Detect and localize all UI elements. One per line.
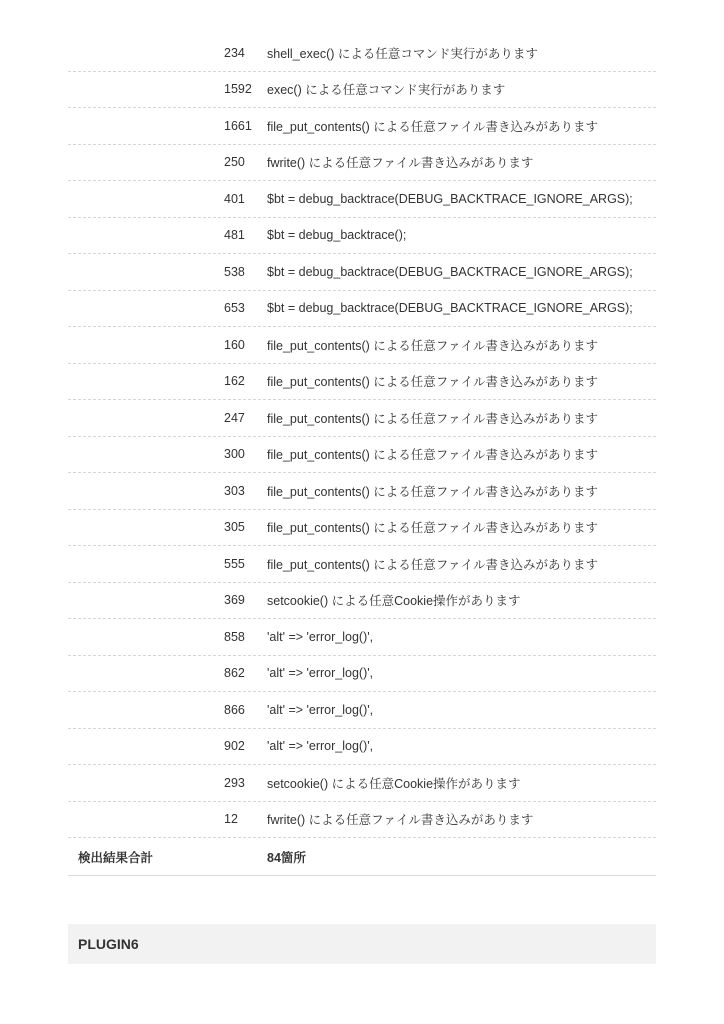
- finding-detail: $bt = debug_backtrace();: [267, 228, 407, 243]
- result-row: [68, 510, 656, 547]
- section-title: PLUGIN6: [78, 936, 139, 952]
- finding-detail: file_put_contents() による任意ファイル書き込みがあります: [267, 484, 599, 499]
- finding-detail: file_put_contents() による任意ファイル書き込みがあります: [267, 448, 599, 463]
- results-table: [68, 35, 656, 876]
- finding-detail: fwrite() による任意ファイル書き込みがあります: [267, 813, 534, 828]
- line-number: 538: [224, 264, 245, 279]
- line-number: 300: [224, 447, 245, 462]
- line-number: 303: [224, 483, 245, 498]
- finding-detail: file_put_contents() による任意ファイル書き込みがあります: [267, 411, 599, 426]
- finding-detail: $bt = debug_backtrace(DEBUG_BACKTRACE_IGNORE_ARGS);: [267, 191, 633, 206]
- line-number: 481: [224, 228, 245, 243]
- result-row: [68, 692, 656, 729]
- total-value: 84箇所: [267, 850, 306, 865]
- finding-detail: setcookie() による任意Cookie操作があります: [267, 776, 521, 791]
- finding-detail: 'alt' => 'error_log()',: [267, 666, 374, 681]
- finding-detail: file_put_contents() による任意ファイル書き込みがあります: [267, 557, 599, 572]
- result-row: [68, 765, 656, 802]
- line-number: 234: [224, 45, 245, 60]
- result-row: [68, 400, 656, 437]
- result-row: [68, 619, 656, 656]
- finding-detail: 'alt' => 'error_log()',: [267, 629, 374, 644]
- result-row: [68, 181, 656, 218]
- line-number: 293: [224, 775, 245, 790]
- section-heading-plugin6: [68, 924, 656, 964]
- line-number: 162: [224, 374, 245, 389]
- finding-detail: exec() による任意コマンド実行があります: [267, 83, 506, 98]
- finding-detail: shell_exec() による任意コマンド実行があります: [267, 46, 538, 61]
- finding-detail: file_put_contents() による任意ファイル書き込みがあります: [267, 521, 599, 536]
- result-row: [68, 583, 656, 620]
- finding-detail: 'alt' => 'error_log()',: [267, 739, 374, 754]
- line-number: 401: [224, 191, 245, 206]
- result-row: [68, 327, 656, 364]
- line-number: 247: [224, 410, 245, 425]
- result-row: [68, 145, 656, 182]
- result-row: [68, 291, 656, 328]
- line-number: 12: [224, 812, 238, 827]
- result-row: [68, 72, 656, 109]
- result-row: [68, 35, 656, 72]
- total-row: [68, 838, 656, 876]
- result-row: [68, 108, 656, 145]
- finding-detail: file_put_contents() による任意ファイル書き込みがあります: [267, 338, 599, 353]
- result-row: [68, 218, 656, 255]
- result-row: [68, 546, 656, 583]
- line-number: 858: [224, 629, 245, 644]
- line-number: 305: [224, 520, 245, 535]
- line-number: 1592: [224, 82, 252, 97]
- result-row: [68, 656, 656, 693]
- line-number: 653: [224, 301, 245, 316]
- finding-detail: fwrite() による任意ファイル書き込みがあります: [267, 156, 534, 171]
- finding-detail: file_put_contents() による任意ファイル書き込みがあります: [267, 119, 599, 134]
- finding-detail: setcookie() による任意Cookie操作があります: [267, 594, 521, 609]
- finding-detail: 'alt' => 'error_log()',: [267, 702, 374, 717]
- line-number: 250: [224, 155, 245, 170]
- finding-detail: $bt = debug_backtrace(DEBUG_BACKTRACE_IGNORE_ARGS);: [267, 264, 633, 279]
- result-row: [68, 729, 656, 766]
- line-number: 862: [224, 666, 245, 681]
- result-row: [68, 437, 656, 474]
- line-number: 902: [224, 739, 245, 754]
- line-number: 160: [224, 337, 245, 352]
- line-number: 866: [224, 702, 245, 717]
- result-row: [68, 473, 656, 510]
- line-number: 369: [224, 593, 245, 608]
- finding-detail: file_put_contents() による任意ファイル書き込みがあります: [267, 375, 599, 390]
- result-row: [68, 364, 656, 401]
- line-number: 1661: [224, 118, 252, 133]
- finding-detail: $bt = debug_backtrace(DEBUG_BACKTRACE_IGNORE_ARGS);: [267, 301, 633, 316]
- result-row: [68, 254, 656, 291]
- line-number: 555: [224, 556, 245, 571]
- result-row: [68, 802, 656, 839]
- total-label: 検出結果合計: [78, 850, 154, 865]
